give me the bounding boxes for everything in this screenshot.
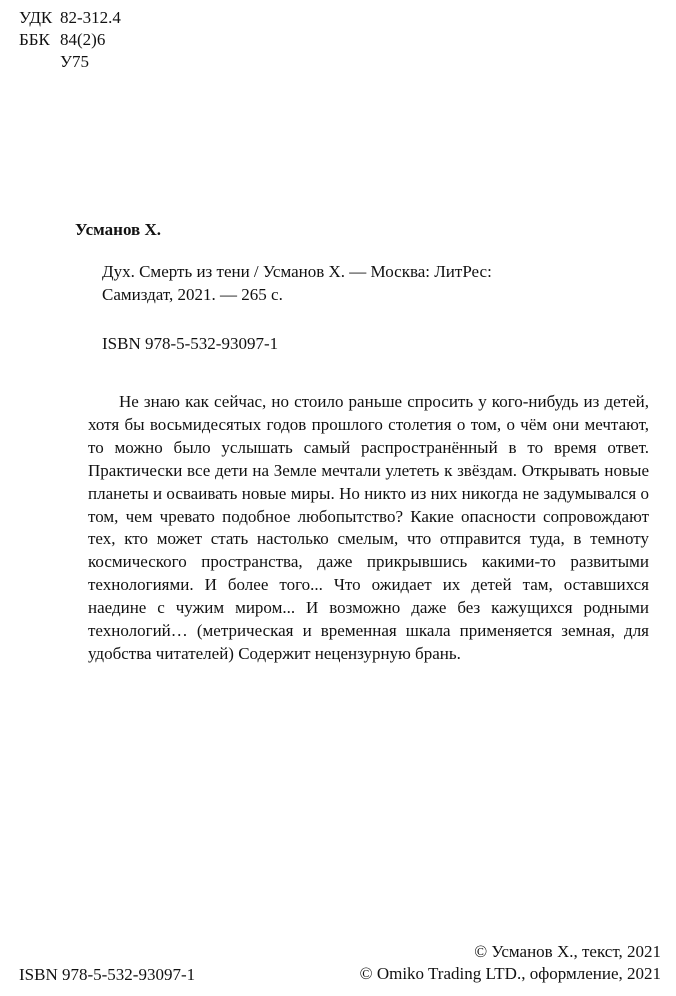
bibliographic-description: [75, 260, 575, 306]
udk-row: [19, 7, 121, 29]
author-mark-row: [19, 51, 121, 73]
bibliographic-line-2: Самиздат, 2021. — 265 с.: [102, 285, 283, 304]
author-heading: Усманов Х.: [75, 220, 161, 239]
isbn-footer: ISBN 978-5-532-93097-1: [19, 965, 196, 984]
annotation-paragraph: Не знаю как сейчас, но стоило раньше спросить у кого-нибудь из детей, хотя бы восьмидесятых годов прошлого столетия о том, о чём они мечтают, то можно было услышать самый распространённый в то время ответ. Практически все дети на Земле мечтали улететь к звёздам. Открывать новые планеты и осваивать новые миры. Но никто из них никогда не задумывался о том, чем чревато подобное любопытство? Какие опасности сопровождают тех, кто может стать настолько смелым, что отправится туда, в темноту космического пространства, даже прикрывшись какими-то развитыми технологиями. И более того... Что ожидает их детей там, оставшихся наедине с чужим миром... И возможно даже без кажущихся родными технологий… (метрическая и временная шкала применяется земная, для удобства читателей) Содержит нецензурную брань.: [88, 392, 649, 663]
author-mark: У75: [60, 52, 90, 71]
udk-label: УДК: [19, 8, 53, 27]
classification-block: [19, 7, 121, 73]
copyright-text: © Усманов Х., текст, 2021: [474, 942, 661, 961]
isbn-main: ISBN 978-5-532-93097-1: [102, 334, 279, 353]
bbk-label: ББК: [19, 30, 50, 49]
udk-value: 82-312.4: [60, 8, 121, 27]
bbk-row: [19, 29, 121, 51]
bibliographic-line-1: Дух. Смерть из тени / Усманов Х. — Москва: ЛитРес:: [102, 262, 492, 281]
bbk-value: 84(2)6: [60, 30, 106, 49]
copyright-design: © Omiko Trading LTD., оформление, 2021: [359, 964, 661, 983]
copyright-block: [360, 941, 661, 985]
